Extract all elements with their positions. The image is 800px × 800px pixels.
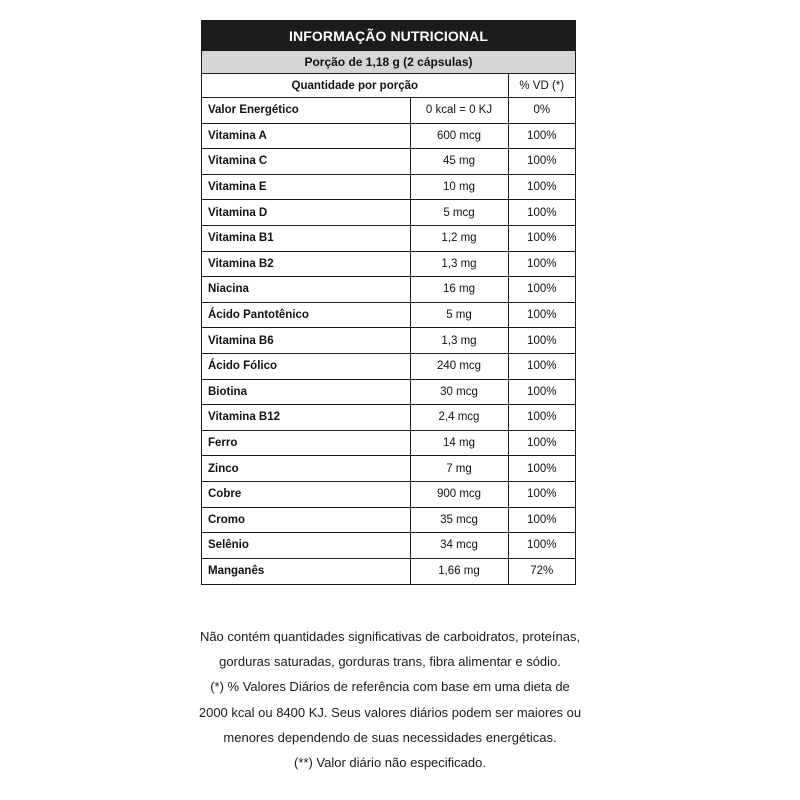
footnote-line: (**) Valor diário não especificado.: [294, 755, 486, 771]
nutrient-vd: 100%: [508, 507, 575, 533]
header-vd: % VD (*): [508, 74, 575, 98]
table-row: [202, 507, 575, 533]
nutrient-vd: 100%: [508, 251, 575, 277]
nutrient-name: Valor Energético: [202, 98, 410, 124]
nutrient-name: Vitamina A: [202, 123, 410, 149]
nutrition-title: INFORMAÇÃO NUTRICIONAL: [202, 21, 575, 50]
nutrient-amount: 14 mg: [410, 430, 508, 456]
nutrient-vd: 100%: [508, 302, 575, 328]
nutrient-vd: 100%: [508, 430, 575, 456]
nutrient-amount: 1,3 mg: [410, 251, 508, 277]
nutrient-vd: 100%: [508, 200, 575, 226]
nutrient-amount: 7 mg: [410, 456, 508, 482]
nutrient-name: Vitamina D: [202, 200, 410, 226]
nutrient-name: Ferro: [202, 430, 410, 456]
nutrient-amount: 2,4 mcg: [410, 405, 508, 431]
table-row: [202, 328, 575, 354]
table-row: [202, 481, 575, 507]
nutrient-amount: 0 kcal = 0 KJ: [410, 98, 508, 124]
nutrient-amount: 1,66 mg: [410, 558, 508, 584]
footnote-line: gorduras saturadas, gorduras trans, fibra alimentar e sódio.: [219, 654, 561, 670]
table-row: [202, 430, 575, 456]
nutrient-vd: 100%: [508, 123, 575, 149]
nutrient-amount: 900 mcg: [410, 481, 508, 507]
nutrient-name: Vitamina B6: [202, 328, 410, 354]
table-row: [202, 200, 575, 226]
table-row: [202, 123, 575, 149]
nutrient-amount: 10 mg: [410, 174, 508, 200]
nutrient-vd: 100%: [508, 456, 575, 482]
nutrient-name: Vitamina B2: [202, 251, 410, 277]
nutrition-rows: [202, 98, 575, 584]
nutrient-name: Cromo: [202, 507, 410, 533]
table-row: [202, 98, 575, 124]
table-row: [202, 251, 575, 277]
nutrient-vd: 100%: [508, 405, 575, 431]
nutrient-amount: 1,2 mg: [410, 225, 508, 251]
nutrient-vd: 100%: [508, 481, 575, 507]
nutrient-name: Ácido Fólico: [202, 353, 410, 379]
nutrient-vd: 100%: [508, 174, 575, 200]
footnotes: [180, 624, 600, 775]
nutrient-vd: 100%: [508, 277, 575, 303]
table-row: [202, 558, 575, 584]
nutrient-amount: 45 mg: [410, 149, 508, 175]
portion-size: Porção de 1,18 g (2 cápsulas): [202, 50, 575, 73]
nutrient-vd: 100%: [508, 328, 575, 354]
nutrition-facts-panel: [201, 20, 576, 585]
nutrient-vd: 0%: [508, 98, 575, 124]
nutrient-vd: 72%: [508, 558, 575, 584]
nutrient-name: Zinco: [202, 456, 410, 482]
nutrient-amount: 16 mg: [410, 277, 508, 303]
nutrient-amount: 5 mg: [410, 302, 508, 328]
table-row: [202, 379, 575, 405]
table-row: [202, 533, 575, 559]
nutrient-amount: 34 mcg: [410, 533, 508, 559]
nutrient-name: Vitamina E: [202, 174, 410, 200]
nutrient-name: Ácido Pantotênico: [202, 302, 410, 328]
nutrient-name: Vitamina B1: [202, 225, 410, 251]
nutrient-vd: 100%: [508, 225, 575, 251]
table-row: [202, 405, 575, 431]
table-row: [202, 225, 575, 251]
nutrient-amount: 240 mcg: [410, 353, 508, 379]
footnote-line: Não contém quantidades significativas de carboidratos, proteínas,: [199, 629, 581, 644]
nutrient-vd: 100%: [508, 379, 575, 405]
nutrient-name: Biotina: [202, 379, 410, 405]
nutrient-amount: 35 mcg: [410, 507, 508, 533]
table-row: [202, 149, 575, 175]
nutrient-amount: 5 mcg: [410, 200, 508, 226]
nutrient-name: Niacina: [202, 277, 410, 303]
footnote-line: (*) % Valores Diários de referência com base em uma dieta de: [210, 679, 570, 695]
table-row: [202, 302, 575, 328]
nutrient-name: Cobre: [202, 481, 410, 507]
nutrient-name: Vitamina B12: [202, 405, 410, 431]
nutrient-vd: 100%: [508, 353, 575, 379]
nutrient-amount: 1,3 mg: [410, 328, 508, 354]
table-row: [202, 174, 575, 200]
nutrient-amount: 600 mcg: [410, 123, 508, 149]
footnote-line: menores dependendo de suas necessidades energéticas.: [223, 729, 557, 745]
nutrient-vd: 100%: [508, 149, 575, 175]
nutrition-table: [202, 73, 575, 584]
table-row: [202, 353, 575, 379]
table-row: [202, 277, 575, 303]
header-quantity: Quantidade por porção: [202, 74, 508, 98]
table-row: [202, 456, 575, 482]
table-header-row: [202, 74, 575, 98]
nutrient-vd: 100%: [508, 533, 575, 559]
nutrient-name: Manganês: [202, 558, 410, 584]
nutrient-name: Vitamina C: [202, 149, 410, 175]
nutrient-name: Selênio: [202, 533, 410, 559]
nutrient-amount: 30 mcg: [410, 379, 508, 405]
footnote-line: 2000 kcal ou 8400 KJ. Seus valores diários podem ser maiores ou: [198, 704, 582, 720]
